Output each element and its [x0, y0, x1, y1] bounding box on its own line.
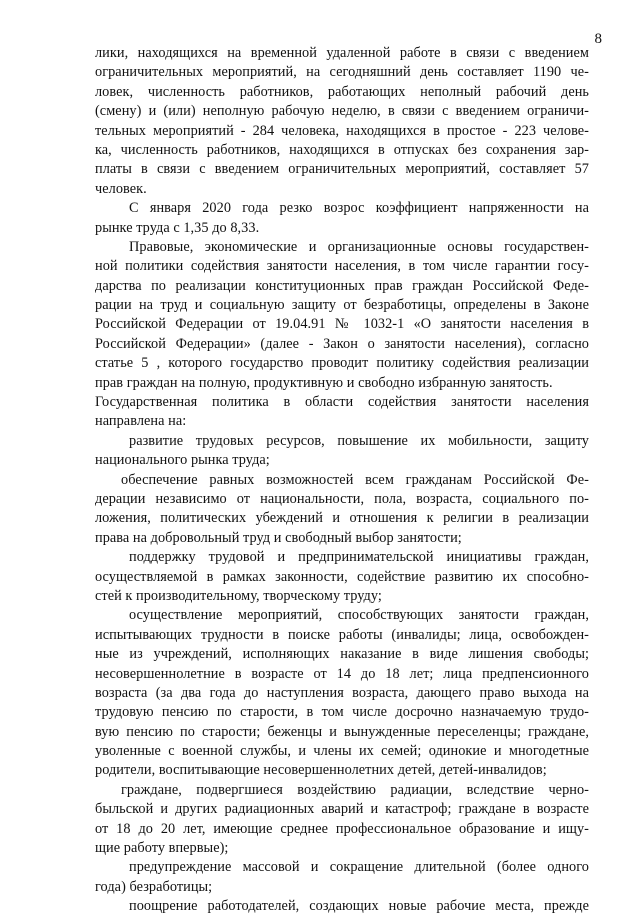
text-line: осуществляемой в рамках законности, содействие развитию их способно-	[95, 568, 589, 585]
text-line: обеспечение равных возможностей всем гражданам Российской Фе-	[121, 471, 589, 488]
text-line: Российской Федерации» (далее - Закон о занятости населения), согласно	[95, 335, 589, 352]
text-line: ловек, численность работников, работающих неполный рабочий день	[95, 83, 589, 100]
text-line: ные из учреждений, исполняющих наказание в виде лишения свободы;	[95, 646, 589, 663]
text-line: прав граждан на полную, продуктивную и свободно избранную занятость.	[95, 374, 553, 391]
text-line: несовершеннолетние в возрасте от 14 до 18 лет; лица предпенсионного	[95, 665, 589, 682]
text-line: граждане, подвергшиеся воздействию радиации, вследствие черно-	[121, 781, 589, 798]
text-line: осуществление мероприятий, способствующих занятости граждан,	[129, 607, 589, 624]
text-line: ограничительных мероприятий, на сегодняшний день составляет 1190 че-	[95, 64, 589, 81]
text-line: щие работу впервые);	[95, 840, 229, 857]
text-line: платы в связи с введением ограничительных мероприятий, составляет 57	[95, 161, 589, 178]
text-line: ной политики содействия занятости населения, в том числе гарантии госу-	[95, 258, 589, 275]
text-line: (смену) и (или) неполную рабочую неделю, в связи с введением ограничи-	[95, 103, 589, 120]
text-line: лики, находящихся на временной удаленной работе в связи с введением	[95, 45, 589, 61]
text-line: вую пенсию по старости; беженцы и вынужденные переселенцы; граждане,	[95, 723, 589, 740]
text-line: направлена на:	[95, 413, 187, 430]
text-line: развитие трудовых ресурсов, повышение их мобильности, защиту	[129, 432, 589, 449]
text-line: предупреждение массовой и сокращение длительной (более одного	[129, 859, 589, 876]
text-line: Государственная политика в области содействия занятости населения	[95, 394, 589, 411]
text-line: Правовые, экономические и организационные основы государствен-	[129, 238, 589, 255]
text-line: человек.	[95, 180, 147, 197]
text-line: уволенные с военной службы, и члены их семей; одинокие и многодетные	[95, 743, 589, 760]
text-line: национального рынка труда;	[95, 452, 270, 469]
text-line: дерации независимо от национальности, пола, возраста, социального по-	[95, 490, 589, 507]
text-line: Российской Федерации от 19.04.91 № 1032-1 «О занятости населения в	[95, 316, 589, 333]
text-line: тельных мероприятий - 284 человека, находящихся в простое - 223 челове-	[95, 122, 589, 139]
text-line: стей к производительному, творческому труду;	[95, 587, 382, 604]
text-line: испытывающих трудности в поиске работы (инвалиды; лица, освобожден-	[95, 626, 589, 643]
text-line: ложения, политических убеждений и отношения к религии в реализации	[95, 510, 589, 527]
text-line: поддержку трудовой и предпринимательской инициативы граждан,	[129, 549, 589, 566]
text-line: рации на труд и социальную защиту от безработицы, определены в Законе	[95, 297, 589, 314]
text-line: С января 2020 года резко возрос коэффициент напряженности на	[129, 200, 589, 217]
text-line: быльской и других радиационных аварий и катастроф; граждане в возрасте	[95, 801, 589, 818]
text-line: права на добровольный труд и свободный выбор занятости;	[95, 529, 462, 546]
text-line: возраста (за два года до наступления возраста, дающего право выхода на	[95, 684, 589, 701]
text-line: родители, воспитывающие несовершеннолетних детей, детей-инвалидов;	[95, 762, 547, 779]
text-line: года) безработицы;	[95, 878, 213, 895]
page-number: 8	[594, 31, 602, 47]
document-body	[95, 44, 589, 917]
text-line: от 18 до 20 лет, имеющие среднее профессиональное образование и ищу-	[95, 820, 589, 837]
text-line: рынке труда с 1,35 до 8,33.	[95, 219, 260, 236]
text-line: статье 5 , которого государство проводит политику содействия реализации	[95, 355, 589, 372]
text-line: ка, численность работников, находящихся в отпусках без сохранения зар-	[95, 141, 589, 158]
text-line: трудовую пенсию по старости, в том числе досрочно назначаемую трудо-	[95, 704, 589, 721]
text-line: поощрение работодателей, создающих новые рабочие места, прежде	[129, 898, 589, 915]
text-line: дарства по реализации конституционных прав граждан Российской Феде-	[95, 277, 589, 294]
